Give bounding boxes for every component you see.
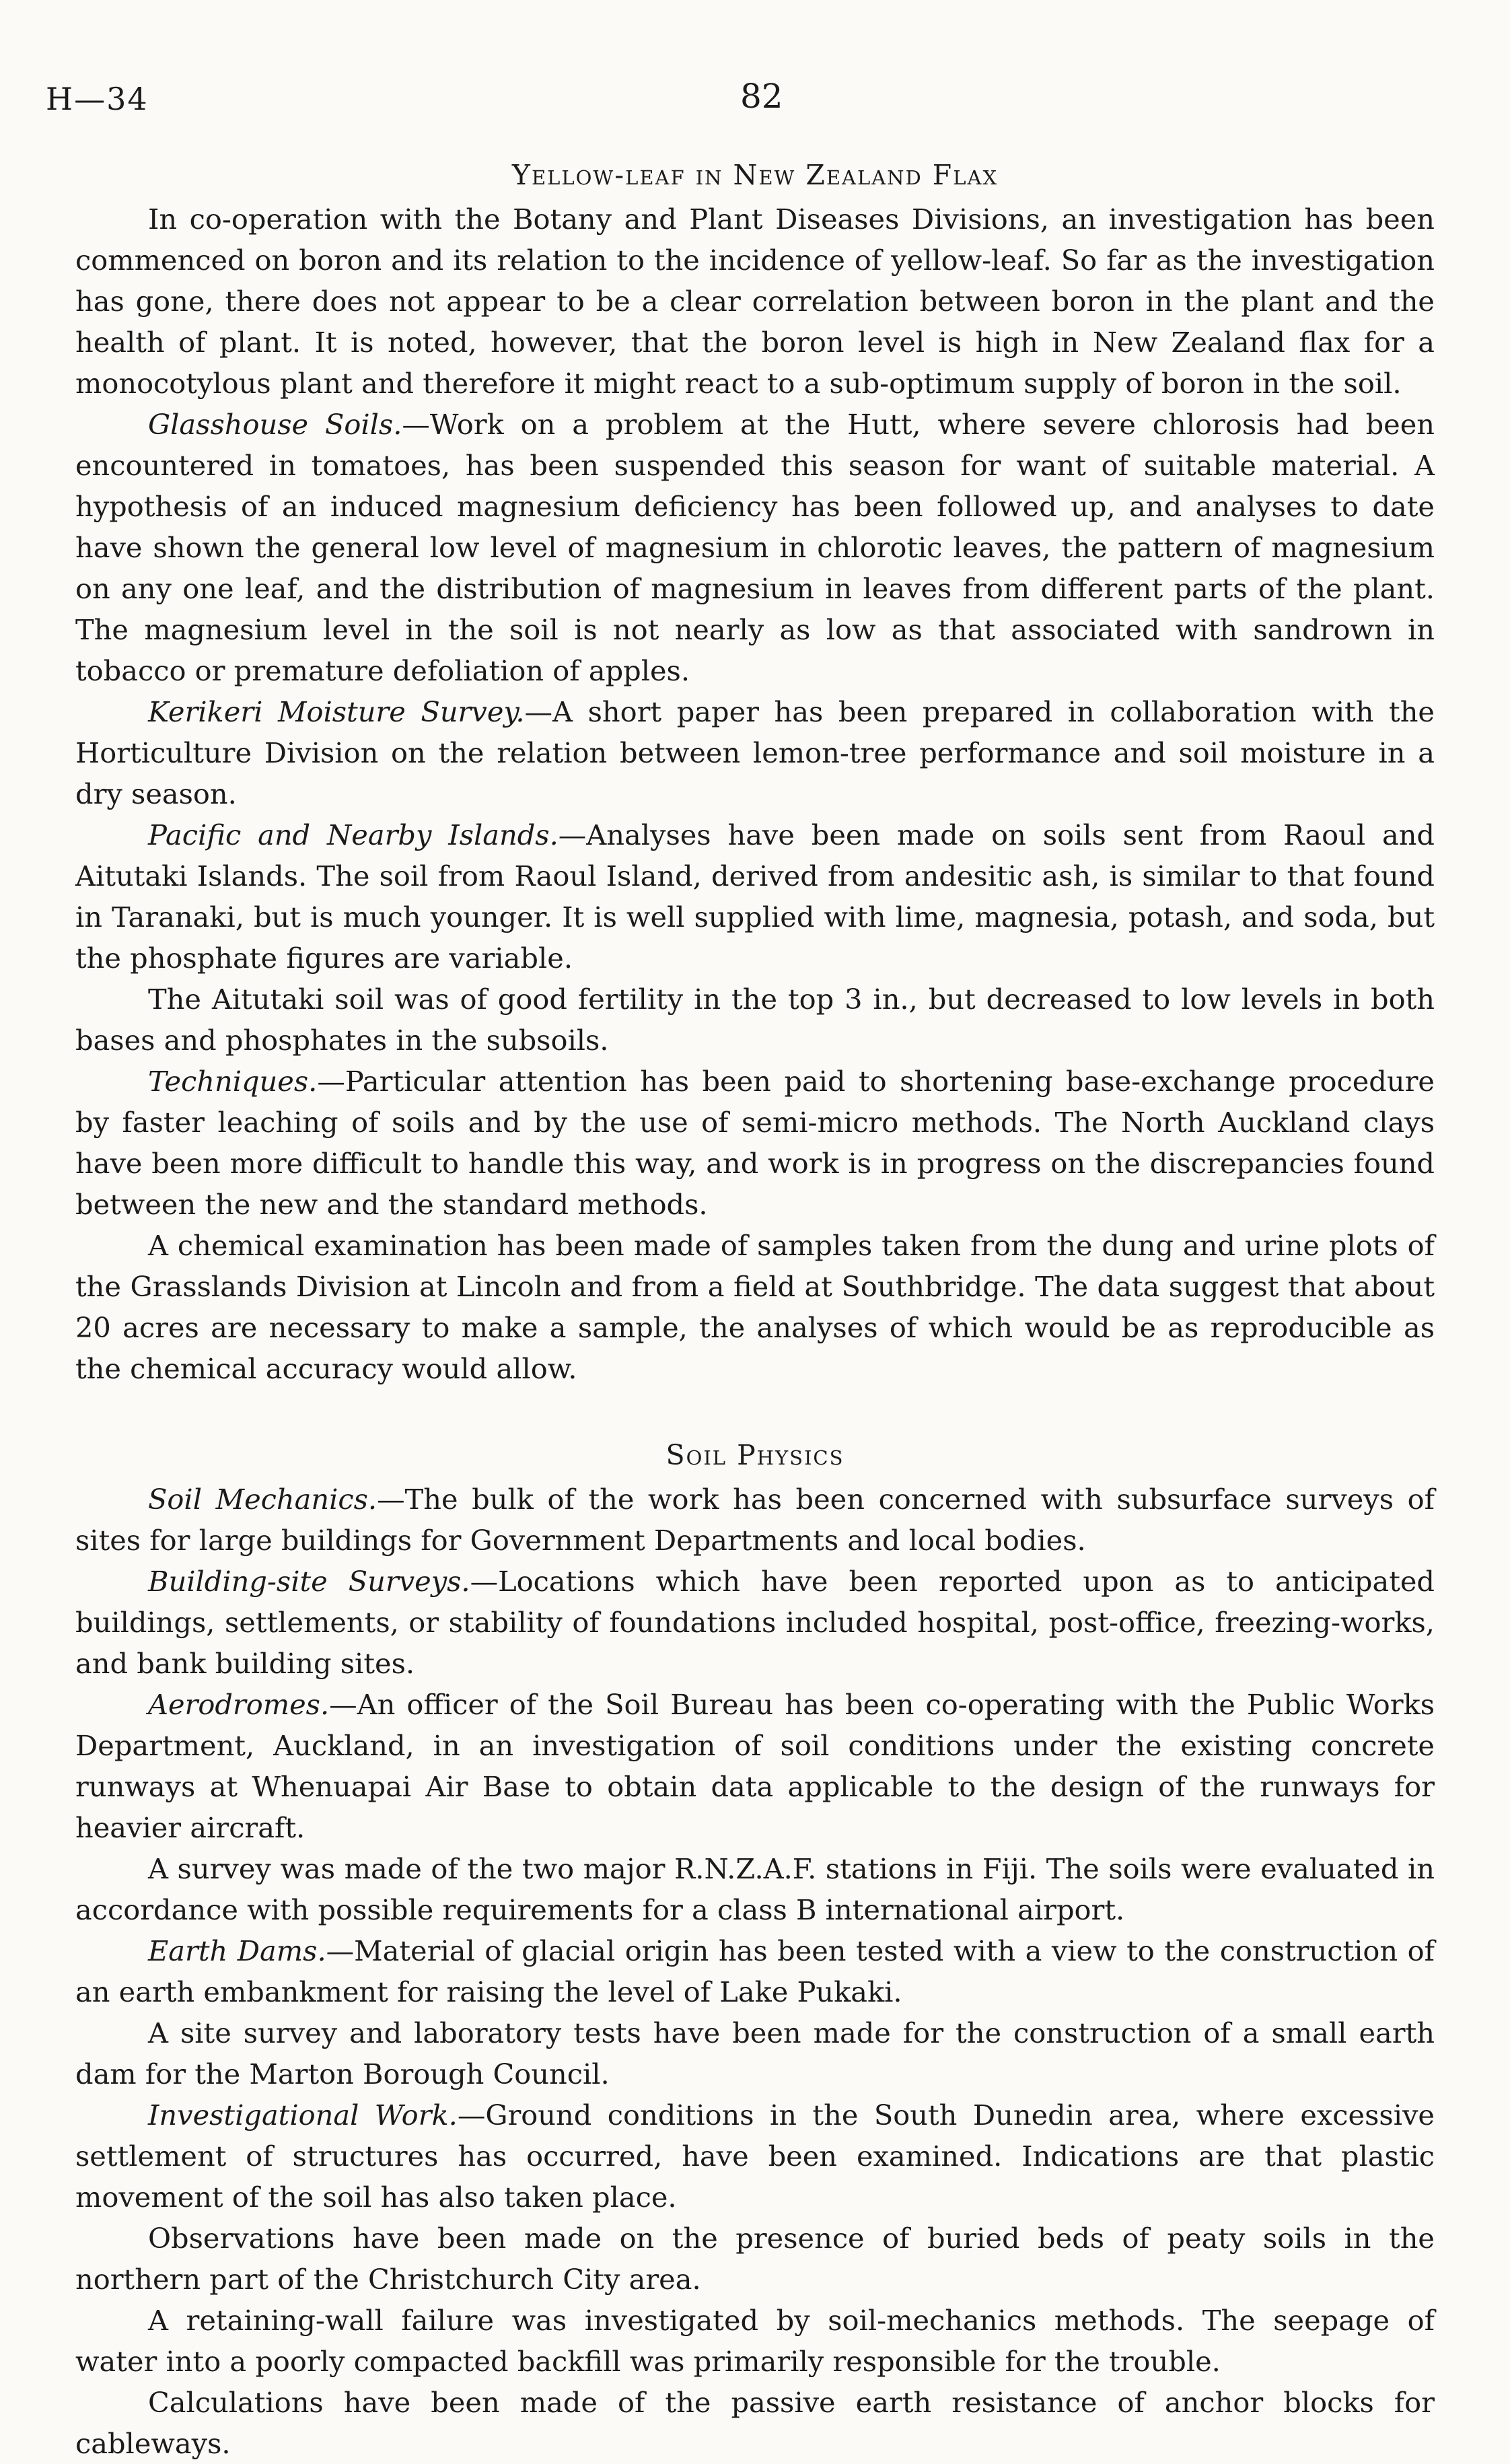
- paragraph: [75, 199, 1435, 404]
- paragraph: [75, 814, 1435, 979]
- page-reference: H—34: [46, 81, 149, 117]
- paragraph-lead: Building-site Surveys.: [148, 1565, 470, 1598]
- paragraph-text: A site survey and laboratory tests have been made for the construction of a small earth dam for the Marton Borough Council.: [75, 2016, 1435, 2090]
- page-number: 82: [740, 77, 783, 116]
- paragraph-text: —Particular attention has been paid to shortening base-exchange procedure by faster leaching of soils and by the use of semi-micro methods. The North Auckland clays have been more difficult to handle this way, and work is in progress on the discrepancies found between the new and the standard methods.: [75, 1065, 1435, 1221]
- paragraph-text: —Analyses have been made on soils sent from Raoul and Aitutaki Islands. The soil from Raoul Island, derived from andesitic ash, is similar to that found in Taranaki, but is much younger. It is well supplied with lime, magnesia, potash, and soda, but the phosphate figures are variable.: [75, 818, 1435, 975]
- paragraph: [75, 1561, 1435, 1684]
- paragraph-text: —Ground conditions in the South Dunedin area, where excessive settlement of structures has occurred, have been examined. Indications are that plastic movement of the soil has also taken place.: [75, 2099, 1435, 2214]
- paragraph: [75, 1225, 1435, 1389]
- section-title-soil-physics: Soil Physics: [666, 1439, 844, 1471]
- document-body: [75, 155, 1435, 2464]
- paragraph: [75, 1061, 1435, 1225]
- paragraph-text: Calculations have been made of the passive earth resistance of anchor blocks for cableways.: [75, 2386, 1435, 2460]
- paragraph: [75, 404, 1435, 691]
- paragraph: [75, 2218, 1435, 2300]
- paragraph-text: The Aitutaki soil was of good fertility in the top 3 in., but decreased to low levels in both bases and phosphates in the subsoils.: [75, 983, 1435, 1057]
- paragraph-lead: Kerikeri Moisture Survey.: [148, 695, 525, 728]
- paragraph-text: —Locations which have been reported upon as to anticipated buildings, settlements, or stability of foundations included hospital, post-office, freezing-works, and bank building sites.: [75, 1565, 1435, 1680]
- paragraph: [75, 2300, 1435, 2382]
- paragraph-text: —The bulk of the work has been concerned with subsurface surveys of sites for large buildings for Government Departments and local bodies.: [75, 1483, 1435, 1557]
- paragraph: [75, 1684, 1435, 1848]
- paragraph-text: A retaining-wall failure was investigated by soil-mechanics methods. The seepage of water into a poorly compacted backfill was primarily responsible for the trouble.: [75, 2304, 1435, 2378]
- paragraph-lead: Techniques.: [148, 1065, 318, 1098]
- paragraph-lead: Investigational Work.: [148, 2099, 458, 2132]
- paragraph-text: A survey was made of the two major R.N.Z.A.F. stations in Fiji. The soils were evaluated in accordance with possible requirements for a class B international airport.: [75, 1852, 1435, 1926]
- section-title-yellow-leaf: Yellow-leaf in New Zealand Flax: [511, 159, 999, 191]
- paragraph-lead: Glasshouse Soils.: [148, 408, 402, 441]
- paragraph: [75, 1848, 1435, 1930]
- paragraph: [75, 2095, 1435, 2218]
- paragraph-text: —An officer of the Soil Bureau has been co-operating with the Public Works Department, Auckland, in an investigation of soil conditions under the existing concrete runways at Whenuapai Air Base to obtain data applicable to the design of the runways for heavier aircraft.: [75, 1688, 1435, 1844]
- paragraph: [75, 1479, 1435, 1561]
- paragraph-text: A chemical examination has been made of samples taken from the dung and urine plots of the Grasslands Division at Lincoln and from a field at Southbridge. The data suggest that about 20 acres are necessary to make a sample, the analyses of which would be as reproducible as the chemical accuracy would allow.: [75, 1229, 1435, 1385]
- paragraph: [75, 979, 1435, 1061]
- paragraph-text: —Work on a problem at the Hutt, where severe chlorosis had been encountered in tomatoes, has been suspended this season for want of suitable material. A hypothesis of an induced magnesium deficiency has been followed up, and analyses to date have shown the general low level of magnesium in chlorotic leaves, the pattern of magnesium on any one leaf, and the distribution of magnesium in leaves from different parts of the plant. The magnesium level in the soil is not nearly as low as that associated with sandrown in tobacco or premature defoliation of apples.: [75, 408, 1435, 687]
- paragraph-text: In co-operation with the Botany and Plant Diseases Divisions, an investigation has been commenced on boron and its relation to the incidence of yellow-leaf. So far as the investigation has gone, there does not appear to be a clear correlation between boron in the plant and the health of plant. It is noted, however, that the boron level is high in New Zealand flax for a monocotylous plant and therefore it might react to a sub-optimum supply of boron in the soil.: [75, 203, 1435, 400]
- paragraph-lead: Pacific and Nearby Islands.: [148, 818, 559, 851]
- paragraph: [75, 691, 1435, 814]
- paragraph-lead: Soil Mechanics.: [148, 1483, 378, 1516]
- paragraph-text: —Material of glacial origin has been tested with a view to the construction of an earth embankment for raising the level of Lake Pukaki.: [75, 1934, 1435, 2008]
- paragraph-text: —A short paper has been prepared in collaboration with the Horticulture Division on the relation between lemon-tree performance and soil moisture in a dry season.: [75, 695, 1435, 810]
- paragraph: [75, 2382, 1435, 2464]
- paragraph: [75, 1930, 1435, 2012]
- paragraph-text: Observations have been made on the presence of buried beds of peaty soils in the northern part of the Christchurch City area.: [75, 2222, 1435, 2296]
- paragraph: [75, 2012, 1435, 2095]
- paragraph-lead: Earth Dams.: [148, 1934, 326, 1967]
- paragraph-lead: Aerodromes.: [148, 1688, 330, 1721]
